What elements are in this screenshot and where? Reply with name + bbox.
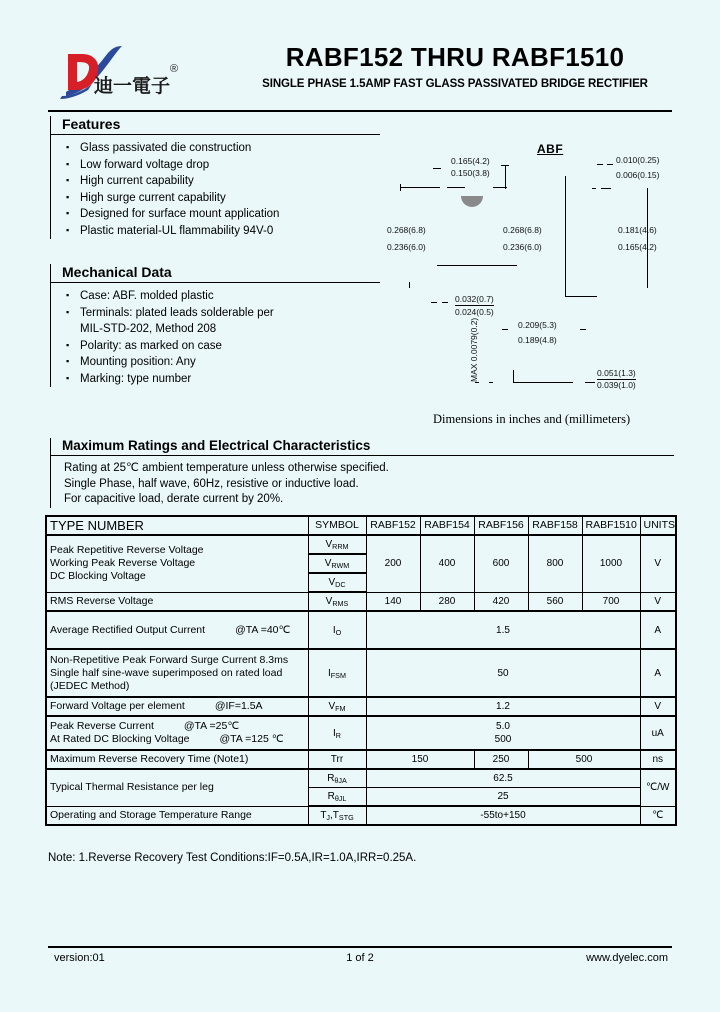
- param-line: (JEDEC Method): [50, 679, 130, 692]
- symbol-vdc: $V_{DC}$: [308, 573, 366, 592]
- param-condition: @TA =25℃: [183, 720, 240, 732]
- ratings-heading-rule: [50, 455, 674, 456]
- drawing-line: [437, 265, 517, 266]
- dimension-pad-max: 0.051(1.3): [597, 368, 636, 378]
- website-link[interactable]: www.dyelec.com: [586, 952, 668, 964]
- list-item: ▪ Designed for surface mount application: [64, 206, 380, 223]
- page-title: RABF152 THRU RABF1510: [285, 42, 625, 72]
- param-average-rectified-output-current: [46, 611, 308, 649]
- header-divider: [48, 110, 672, 112]
- list-item: ▪ Case: ABF. molded plastic: [64, 288, 380, 305]
- symbol-subscript: DC: [335, 580, 346, 589]
- param-condition: @TA =40℃: [235, 623, 291, 636]
- symbol-subscript: STG: [338, 813, 354, 822]
- unit-volts: V: [640, 592, 676, 611]
- param-non-repetitive-peak-forward-surge-current: [46, 649, 308, 697]
- drawing-line: [400, 184, 401, 191]
- symbol-subscript: RWM: [331, 561, 350, 570]
- ratings-condition-line: For capacitive load, derate current by 20%.: [64, 493, 284, 505]
- list-item: ▪ Terminals: plated leads solderable per: [64, 305, 380, 322]
- list-item: ▪ Low forward voltage drop: [64, 157, 380, 174]
- symbol-ifsm: $I_{FSM}$: [308, 649, 366, 697]
- ratings-heading: Maximum Ratings and Electrical Characteristics: [62, 438, 371, 453]
- page-subtitle: SINGLE PHASE 1.5AMP FAST GLASS PASSIVATED BRIDGE RECTIFIER: [262, 78, 648, 90]
- mechanical-data-section: [50, 264, 380, 387]
- drawing-line: [601, 188, 611, 189]
- unit-microamps: uA: [640, 716, 676, 750]
- value-5p0: 5.0: [496, 721, 510, 732]
- param-peak-reverse-current: [46, 716, 308, 750]
- list-item: ▪ Mounting position: Any: [64, 354, 380, 371]
- unit-volts: V: [640, 697, 676, 716]
- list-item: ▪ Marking: type number: [64, 371, 380, 388]
- dimension-foot-max: 0.032(0.7): [455, 294, 494, 304]
- company-logo: [48, 44, 208, 102]
- dimension-body-max: 0.268(6.8): [503, 225, 542, 235]
- drawing-line: [502, 329, 508, 330]
- value-280: 280: [420, 592, 474, 611]
- drawing-line: [513, 370, 514, 382]
- symbol-subscript: RRM: [332, 542, 349, 551]
- symbol-subscript: FSM: [330, 670, 346, 680]
- features-heading: Features: [62, 116, 121, 132]
- features-list: [50, 140, 380, 239]
- symbol-subscript: FM: [335, 704, 346, 713]
- value-400: 400: [420, 535, 474, 592]
- symbol-subscript: θJA: [334, 776, 347, 785]
- drawing-line: [433, 168, 441, 169]
- drawing-line: [431, 302, 437, 303]
- table-row: [46, 769, 676, 788]
- dimension-lead-thickness-min: 0.006(0.15): [616, 170, 660, 180]
- drawing-line: [565, 176, 566, 296]
- param-text: Peak Reverse Current: [50, 720, 154, 732]
- param-rms-reverse-voltage: [46, 592, 308, 611]
- value-200: 200: [366, 535, 420, 592]
- param-line: Operating and Storage Temperature Range: [50, 808, 252, 821]
- table-header-row: [46, 516, 676, 535]
- param-condition: @IF=1.5A: [214, 700, 263, 712]
- table-header-type-number: TYPE NUMBER: [46, 516, 308, 535]
- dimension-lead-thickness-max: 0.010(0.25): [616, 155, 660, 165]
- dimension-foot-min: 0.024(0.5): [455, 307, 494, 317]
- specifications-table: [45, 515, 677, 826]
- dimension-right-height-min: 0.165(4.2): [618, 242, 657, 252]
- mechanical-left-bar: [50, 264, 51, 387]
- param-forward-voltage-per-element: [46, 697, 308, 716]
- drawing-line: [565, 296, 597, 297]
- features-left-bar: [50, 116, 51, 239]
- param-line: [50, 700, 305, 713]
- param-text: At Rated DC Blocking Voltage: [50, 733, 190, 745]
- symbol-rthjl: $R_{\theta JL}$: [308, 788, 366, 807]
- symbol-vrms: $V_{RMS}$: [308, 592, 366, 611]
- table-header-symbol: SYMBOL: [308, 516, 366, 535]
- param-line: Working Peak Reverse Voltage: [50, 557, 196, 570]
- drawing-line: [592, 188, 596, 189]
- value-25: 25: [366, 788, 640, 807]
- symbol-trr: Trr: [308, 750, 366, 769]
- title-block: [238, 42, 672, 90]
- dimension-left-min: 0.236(6.0): [387, 242, 426, 252]
- drawing-caption: Dimensions in inches and (millimeters): [433, 412, 631, 426]
- mechanical-heading-rule: [50, 282, 380, 283]
- value-560: 560: [528, 592, 582, 611]
- value-420: 420: [474, 592, 528, 611]
- param-typical-thermal-resistance: [46, 769, 308, 806]
- table-header-part-rabf152: RABF152: [366, 516, 420, 535]
- list-item: ▪ Plastic material-UL flammability 94V-0: [64, 223, 380, 240]
- list-item: ▪ High current capability: [64, 173, 380, 190]
- dimension-pitch-max: 0.209(5.3): [518, 320, 557, 330]
- symbol-subscript: J: [326, 813, 331, 822]
- table-row: [46, 592, 676, 611]
- param-line: [50, 720, 305, 733]
- table-row: [46, 535, 676, 554]
- list-item: ▪ High surge current capability: [64, 190, 380, 207]
- value-500: 500: [528, 750, 640, 769]
- dimension-top-min: 0.150(3.8): [451, 168, 490, 178]
- value-62p5: 62.5: [366, 769, 640, 788]
- value-250: 250: [474, 750, 528, 769]
- param-line: Maximum Reverse Recovery Time (Note1): [50, 753, 249, 765]
- drawing-line: [501, 165, 509, 166]
- value-1p2: 1.2: [366, 697, 640, 716]
- param-line: Non-Repetitive Peak Forward Surge Current 8.3ms: [50, 653, 289, 666]
- dimension-left-max: 0.268(6.8): [387, 225, 426, 235]
- param-text: Forward Voltage per element: [50, 700, 185, 712]
- ratings-condition-line: Single Phase, half wave, 60Hz, resistive or inductive load.: [64, 477, 359, 490]
- table-header-part-rabf154: RABF154: [420, 516, 474, 535]
- param-peak-repetitive-reverse-voltage: [46, 535, 308, 592]
- drawing-line: [447, 187, 465, 188]
- value-500: 500: [494, 734, 512, 745]
- drawing-line: [607, 164, 613, 165]
- ratings-condition-line: Rating at 25℃ ambient temperature unless otherwise specified.: [64, 462, 389, 474]
- mechanical-list: [50, 288, 380, 387]
- symbol-subscript: RMS: [332, 599, 349, 608]
- list-item: ▪ Polarity: as marked on case: [64, 338, 380, 355]
- table-row: [46, 649, 676, 697]
- unit-degc: ℃: [640, 806, 676, 825]
- list-item: ▪ Glass passivated die construction: [64, 140, 380, 157]
- drawing-line: [597, 164, 603, 165]
- value-600: 600: [474, 535, 528, 592]
- param-maximum-reverse-recovery-time: [46, 750, 308, 769]
- ratings-conditions: [50, 461, 674, 508]
- param-line: [50, 624, 305, 637]
- dimension-thickness-note: MAX 0.0079(0.2): [469, 317, 479, 382]
- registered-trademark-symbol: ®: [170, 63, 179, 75]
- symbol-io: $I_O$: [308, 611, 366, 649]
- drawing-line: [580, 329, 586, 330]
- symbol-tj-tstg: $T_J,T_{STG}$: [308, 806, 366, 825]
- drawing-line: [442, 302, 448, 303]
- page-number: 1 of 2: [346, 952, 374, 964]
- features-section: [50, 116, 380, 239]
- drawing-line: [400, 187, 440, 188]
- table-row: [46, 611, 676, 649]
- package-label: ABF: [537, 142, 564, 156]
- table-header-part-rabf1510: RABF1510: [582, 516, 640, 535]
- drawing-line: [489, 382, 493, 383]
- symbol-subscript: θJL: [334, 794, 347, 803]
- table-header-part-rabf156: RABF156: [474, 516, 528, 535]
- dimension-top-max: 0.165(4.2): [451, 156, 490, 166]
- unit-volts: V: [640, 535, 676, 592]
- table-header-units: UNITS: [640, 516, 676, 535]
- symbol-subscript: O: [335, 627, 342, 637]
- ratings-left-bar: [50, 438, 51, 508]
- table-row: [46, 750, 676, 769]
- table-row: [46, 716, 676, 750]
- table-row: [46, 697, 676, 716]
- drawing-line: [647, 188, 648, 288]
- param-text: Average Rectified Output Current: [50, 623, 206, 636]
- param-line: DC Blocking Voltage: [50, 570, 146, 583]
- footer-divider: [48, 946, 672, 948]
- mechanical-heading: Mechanical Data: [62, 264, 172, 280]
- logo-chinese-text: 迪一電子: [94, 75, 171, 97]
- param-line: RMS Reverse Voltage: [50, 594, 154, 607]
- table-row: [46, 806, 676, 825]
- value-140: 140: [366, 592, 420, 611]
- drawing-line: [513, 382, 573, 383]
- symbol-vrrm: $V_{RRM}$: [308, 535, 366, 554]
- unit-nanoseconds: ns: [640, 750, 676, 769]
- param-line: Peak Repetitive Reverse Voltage: [50, 544, 204, 557]
- drawing-line: [409, 282, 410, 288]
- list-item-continuation: MIL-STD-202, Method 208: [80, 323, 217, 335]
- value-1000: 1000: [582, 535, 640, 592]
- footnote: Note: 1.Reverse Recovery Test Conditions:IF=0.5A,IR=1.0A,IRR=0.25A.: [48, 852, 417, 864]
- unit-amps: A: [640, 649, 676, 697]
- drawing-line: [585, 382, 595, 383]
- ratings-section: [50, 438, 674, 508]
- dimension-pitch-min: 0.189(4.8): [518, 335, 557, 345]
- package-outline-drawing: [385, 130, 685, 430]
- value-150: 150: [366, 750, 474, 769]
- param-operating-storage-temperature-range: [46, 806, 308, 825]
- unit-degc-per-watt: ℃/W: [640, 769, 676, 806]
- value-temp-range: -55to+150: [366, 806, 640, 825]
- symbol-vfm: $V_{FM}$: [308, 697, 366, 716]
- value-50: 50: [366, 649, 640, 697]
- param-line: [50, 733, 305, 746]
- symbol-vrwm: $V_{RWM}$: [308, 554, 366, 573]
- drawing-line: [475, 382, 479, 383]
- page-header: [48, 42, 672, 110]
- value-700: 700: [582, 592, 640, 611]
- drawing-line: [505, 165, 506, 189]
- dimension-pad-min: 0.039(1.0): [597, 380, 636, 390]
- value-1p5: 1.5: [366, 611, 640, 649]
- dimension-right-height-max: 0.181(4.6): [618, 225, 657, 235]
- features-heading-rule: [50, 134, 380, 135]
- symbol-subscript: R: [335, 730, 341, 740]
- table-header-part-rabf158: RABF158: [528, 516, 582, 535]
- package-bump-shape: [461, 196, 483, 207]
- dimension-body-min: 0.236(6.0): [503, 242, 542, 252]
- unit-amps: A: [640, 611, 676, 649]
- symbol-ir: $I_R$: [308, 716, 366, 750]
- param-condition: @TA =125 ℃: [219, 733, 284, 745]
- param-line: Typical Thermal Resistance per leg: [50, 781, 214, 794]
- value-800: 800: [528, 535, 582, 592]
- param-line: Single half sine-wave superimposed on rated load: [50, 666, 283, 679]
- symbol-rthja: $R_{\theta JA}$: [308, 769, 366, 788]
- value-reverse-current: [366, 716, 640, 750]
- version-label: version:01: [54, 952, 105, 964]
